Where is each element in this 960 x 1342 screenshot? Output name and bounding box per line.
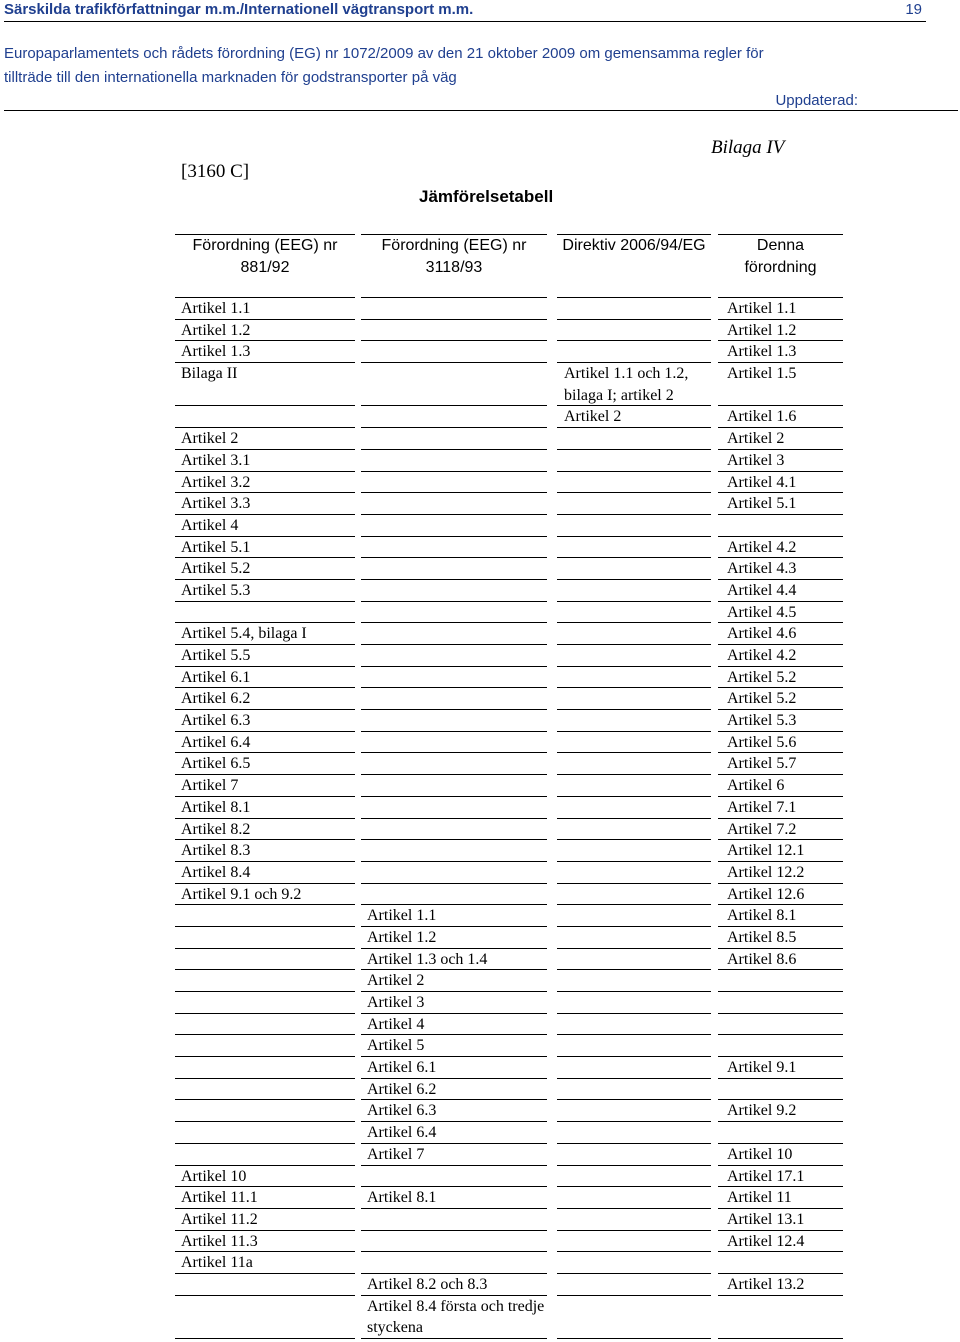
table-cell: Artikel 7.1 xyxy=(727,798,797,816)
table-row xyxy=(0,819,960,841)
updated-divider xyxy=(4,110,958,111)
table-cell: Artikel 6.2 xyxy=(367,1080,437,1098)
table-cell: Artikel 3.3 xyxy=(181,495,251,513)
table-cell: Artikel 6.2 xyxy=(181,690,251,708)
page-number: 19 xyxy=(905,1,922,18)
table-cell: Artikel 1.2 xyxy=(727,321,797,339)
table-row xyxy=(0,840,960,862)
column-header-denna-forordning xyxy=(718,235,843,279)
table-row xyxy=(0,1209,960,1231)
table-row xyxy=(0,970,960,992)
document-code: [3160 C] xyxy=(181,161,250,182)
table-cell: Artikel 1.5 xyxy=(727,365,797,383)
table-cell: Artikel 6.1 xyxy=(181,668,251,686)
table-cell: Artikel 5 xyxy=(367,1037,425,1055)
table-cell: bilaga I; artikel 2 xyxy=(564,386,674,404)
table-cell: Artikel 2 xyxy=(564,408,622,426)
table-row xyxy=(0,1274,960,1296)
table-row xyxy=(0,688,960,710)
table-cell: Artikel 8.1 xyxy=(181,798,251,816)
column-header-line: Direktiv 2006/94/EG xyxy=(562,237,706,254)
table-cell: Artikel 8.6 xyxy=(727,950,797,968)
table-cell: Artikel 5.2 xyxy=(727,690,797,708)
table-cell: Artikel 4 xyxy=(367,1015,425,1033)
table-cell: Artikel 6.3 xyxy=(367,1102,437,1120)
table-cell: Artikel 1.3 och 1.4 xyxy=(367,950,488,968)
table-cell: Artikel 1.3 xyxy=(727,343,797,361)
row-rule xyxy=(361,1338,547,1339)
column-header-line: förordning xyxy=(744,259,817,276)
table-row xyxy=(0,623,960,645)
column-header-3118-93 xyxy=(361,235,547,279)
table-row xyxy=(0,1035,960,1057)
table-row xyxy=(0,320,960,342)
table-cell: Artikel 1.6 xyxy=(727,408,797,426)
table-row xyxy=(0,927,960,949)
table-cell: Artikel 10 xyxy=(181,1167,247,1185)
table-cell: Artikel 4.4 xyxy=(727,581,797,599)
table-row xyxy=(0,1079,960,1101)
table-cell: Artikel 1.1 xyxy=(181,300,251,317)
table-cell: Artikel 1.1 xyxy=(367,907,437,925)
table-cell: Artikel 8.3 xyxy=(181,842,251,860)
table-cell: Artikel 9.1 xyxy=(727,1059,797,1077)
table-cell: Artikel 5.1 xyxy=(181,538,251,556)
table-cell: Artikel 11.3 xyxy=(181,1232,258,1250)
table-row xyxy=(0,558,960,580)
table-row xyxy=(0,732,960,754)
table-row xyxy=(0,537,960,559)
table-cell: Artikel 1.2 xyxy=(367,928,437,946)
table-cell: Artikel 6.3 xyxy=(181,712,251,730)
table-cell: Artikel 5.2 xyxy=(727,668,797,686)
row-rule xyxy=(718,1338,843,1339)
column-header-line: Förordning (EEG) nr xyxy=(381,237,527,254)
table-row xyxy=(0,645,960,667)
table-cell: Artikel 13.2 xyxy=(727,1275,805,1293)
table-cell: Artikel 5.5 xyxy=(181,647,251,665)
table-cell: Artikel 3 xyxy=(367,994,425,1012)
table-cell: Artikel 8.4 xyxy=(181,863,251,881)
table-cell: Artikel 3.2 xyxy=(181,473,251,491)
table-cell: Artikel 8.1 xyxy=(727,907,797,925)
table-cell: Artikel 4.6 xyxy=(727,625,797,643)
table-cell: Artikel 1.1 och 1.2, xyxy=(564,365,689,383)
table-row xyxy=(0,992,960,1014)
table-cell: Artikel 12.6 xyxy=(727,885,805,903)
table-cell: Artikel 8.5 xyxy=(727,928,797,946)
table-cell: Artikel 4.2 xyxy=(727,538,797,556)
table-cell: Artikel 11.2 xyxy=(181,1210,258,1228)
table-cell: Artikel 17.1 xyxy=(727,1167,805,1185)
table-cell: Artikel 5.2 xyxy=(181,560,251,578)
row-rule xyxy=(557,1338,711,1339)
table-cell: Artikel 5.3 xyxy=(181,581,251,599)
table-row xyxy=(0,580,960,602)
table-row xyxy=(0,341,960,363)
regulation-title-line-2: tillträde till den internationella marknaden för godstransporter på väg xyxy=(4,69,457,86)
table-row xyxy=(0,710,960,732)
column-header-line: 3118/93 xyxy=(425,259,483,276)
table-cell: Artikel 5.3 xyxy=(727,712,797,730)
table-cell: Artikel 6 xyxy=(727,777,785,795)
table-cell: Artikel 5.7 xyxy=(727,755,797,773)
table-cell: Artikel 7.2 xyxy=(727,820,797,838)
table-row xyxy=(0,602,960,624)
table-row xyxy=(0,472,960,494)
table-row xyxy=(0,1252,960,1274)
table-cell: Artikel 4.3 xyxy=(727,560,797,578)
table-cell: Artikel 2 xyxy=(181,430,239,448)
table-row xyxy=(0,1231,960,1253)
comparison-table xyxy=(0,298,960,1339)
table-cell: Artikel 9.1 och 9.2 xyxy=(181,885,302,903)
column-header-881-92 xyxy=(175,235,355,279)
table-row xyxy=(0,493,960,515)
table-cell: Artikel 11.1 xyxy=(181,1189,258,1207)
table-row xyxy=(0,1187,960,1209)
table-row xyxy=(0,1166,960,1188)
table-cell: Artikel 4 xyxy=(181,516,239,534)
table-cell: Artikel 5.4, bilaga I xyxy=(181,625,307,643)
column-header-line: 881/92 xyxy=(240,259,290,276)
table-cell: Artikel 13.1 xyxy=(727,1210,805,1228)
table-cell: Artikel 11 xyxy=(727,1189,792,1207)
table-cell: Artikel 7 xyxy=(181,777,239,795)
table-cell: Artikel 8.2 och 8.3 xyxy=(367,1275,488,1293)
table-row xyxy=(0,775,960,797)
annex-label: Bilaga IV xyxy=(711,137,785,158)
table-row xyxy=(0,862,960,884)
row-rule xyxy=(175,1338,355,1339)
table-cell: Artikel 4.5 xyxy=(727,603,797,621)
table-cell: Artikel 1.3 xyxy=(181,343,251,361)
table-cell: Artikel 5.6 xyxy=(727,733,797,751)
header-divider xyxy=(4,21,926,22)
table-row xyxy=(0,905,960,927)
regulation-title-line-1: Europaparlamentets och rådets förordning (EG) nr 1072/2009 av den 21 oktober 2009 om gemensamma regler för xyxy=(4,45,764,62)
column-header-2006-94 xyxy=(557,235,711,257)
column-header-line: Denna xyxy=(756,237,805,254)
table-cell: Artikel 9.2 xyxy=(727,1102,797,1120)
table-cell: Artikel 12.4 xyxy=(727,1232,805,1250)
table-row xyxy=(0,753,960,775)
table-cell: Artikel 1.2 xyxy=(181,321,251,339)
table-row xyxy=(0,1100,960,1122)
table-cell: Artikel 8.1 xyxy=(367,1189,437,1207)
table-cell: Artikel 5.1 xyxy=(727,495,797,513)
table-cell: Artikel 6.4 xyxy=(367,1124,437,1142)
column-header-line: Förordning (EEG) nr xyxy=(192,237,338,254)
table-cell: Artikel 8.2 xyxy=(181,820,251,838)
table-cell: Artikel 8.4 första och tredje xyxy=(367,1297,545,1315)
table-cell: Artikel 3 xyxy=(727,451,785,469)
table-row xyxy=(0,1014,960,1036)
table-row xyxy=(0,1296,960,1339)
table-row xyxy=(0,450,960,472)
running-header-title: Särskilda trafikförfattningar m.m./Internationell vägtransport m.m. xyxy=(4,1,474,18)
table-title: Jämförelsetabell xyxy=(419,187,554,206)
table-row xyxy=(0,884,960,906)
table-cell: Artikel 10 xyxy=(727,1145,793,1163)
table-row xyxy=(0,1057,960,1079)
table-row xyxy=(0,298,960,320)
table-cell: Artikel 7 xyxy=(367,1145,425,1163)
table-cell: Artikel 6.5 xyxy=(181,755,251,773)
table-row xyxy=(0,363,960,406)
table-cell: Artikel 4.1 xyxy=(727,473,797,491)
table-cell: Artikel 2 xyxy=(727,430,785,448)
table-cell: Artikel 1.1 xyxy=(727,300,797,317)
table-row xyxy=(0,667,960,689)
table-cell: Artikel 11a xyxy=(181,1254,253,1272)
table-row xyxy=(0,797,960,819)
table-cell: Artikel 2 xyxy=(367,972,425,990)
table-cell: Bilaga II xyxy=(181,365,238,383)
table-row xyxy=(0,515,960,537)
table-cell: Artikel 12.2 xyxy=(727,863,805,881)
updated-label: Uppdaterad: xyxy=(775,92,858,109)
table-row xyxy=(0,949,960,971)
table-cell: Artikel 12.1 xyxy=(727,842,805,860)
table-row xyxy=(0,406,960,428)
table-cell: Artikel 6.4 xyxy=(181,733,251,751)
table-row xyxy=(0,428,960,450)
table-cell: Artikel 6.1 xyxy=(367,1059,437,1077)
table-cell: styckena xyxy=(367,1319,423,1337)
table-row xyxy=(0,1122,960,1144)
table-cell: Artikel 3.1 xyxy=(181,451,251,469)
table-row xyxy=(0,1144,960,1166)
table-cell: Artikel 4.2 xyxy=(727,647,797,665)
